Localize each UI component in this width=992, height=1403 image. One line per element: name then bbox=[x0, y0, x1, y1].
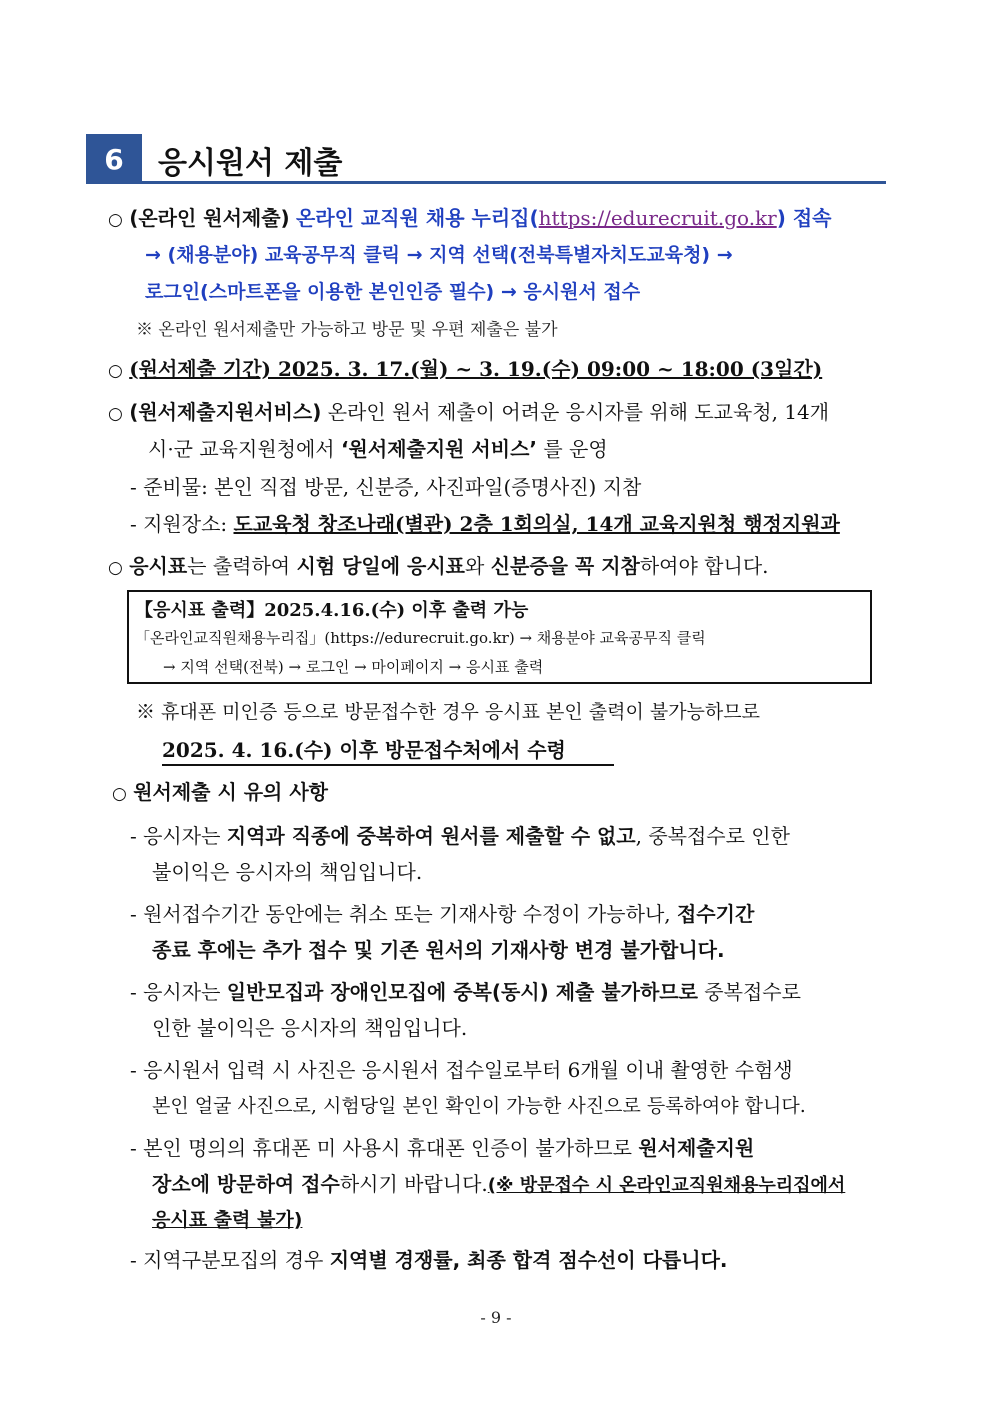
caution-3b: 일반모집과 장애인모집에 중복(동시) 제출 불가하므로 bbox=[226, 980, 698, 1004]
support-text-2c: 를 운영 bbox=[543, 437, 608, 461]
support-text-1: 온라인 원서 제출이 어려운 응시자를 위해 도교육청, 14개 bbox=[327, 400, 830, 424]
caution-5c: 장소에 방문하여 접수 bbox=[152, 1172, 340, 1196]
section-number: 6 bbox=[86, 134, 142, 184]
caution-6a: - 지역구분모집의 경우 bbox=[130, 1248, 330, 1272]
caution-4-line-1: - 응시원서 입력 시 사진은 응시원서 접수일로부터 6개월 이내 촬영한 수험생 bbox=[130, 1058, 793, 1082]
support-text-2a: 시·군 교육지원청에서 bbox=[148, 437, 341, 461]
print-box-line-2: 「온라인교직원채용누리집」(https://edurecruit.go.kr) → 채용분야 교육공무직 클릭 bbox=[135, 629, 706, 647]
caution-1b: 지역과 직종에 중복하여 원서를 제출할 수 없고 bbox=[226, 824, 636, 848]
bullet-circle: ○ bbox=[108, 558, 123, 578]
ticket-t5: 신분증을 꼭 지참 bbox=[490, 554, 640, 578]
caution-2b: 접수기간 bbox=[676, 902, 755, 926]
period-text: (원서제출 기간) 2025. 3. 17.(월) ~ 3. 19.(수) 09:00 ~ 18:00 (3일간) bbox=[129, 357, 823, 381]
caution-1c: , 중복접수로 인한 bbox=[635, 824, 790, 848]
caution-2-line-2: 종료 후에는 추가 접수 및 기존 원서의 기재사항 변경 불가합니다. bbox=[152, 938, 725, 962]
caution-2a: - 원서접수기간 동안에는 취소 또는 기재사항 수정이 가능하나, bbox=[130, 902, 677, 926]
print-box-title: 【응시표 출력】2025.4.16.(수) 이후 출력 가능 bbox=[135, 600, 529, 621]
page-number: - 9 - bbox=[480, 1308, 512, 1327]
bullet-circle: ○ bbox=[108, 404, 123, 424]
visit-note-underline bbox=[162, 764, 614, 766]
ticket-t4: 와 bbox=[465, 554, 491, 578]
caution-1-line-2: 불이익은 응시자의 책임입니다. bbox=[152, 860, 423, 884]
caution-5a: - 본인 명의의 휴대폰 미 사용시 휴대폰 인증이 불가하므로 bbox=[130, 1136, 639, 1160]
print-box-line-3: → 지역 선택(전북) → 로그인 → 마이페이지 → 응시표 출력 bbox=[163, 658, 544, 676]
online-label: (온라인 원서제출) bbox=[129, 206, 290, 230]
caution-3-line-1 bbox=[130, 978, 801, 1006]
online-note: ※ 온라인 원서제출만 가능하고 방문 및 우편 제출은 불가 bbox=[136, 320, 558, 340]
ticket-line bbox=[108, 552, 769, 582]
section-header bbox=[86, 134, 886, 184]
caution-5-line-3: 응시표 출력 불가) bbox=[152, 1209, 303, 1231]
section-title: 응시원서 제출 bbox=[158, 146, 343, 181]
caution-2-line-1 bbox=[130, 900, 754, 928]
ticket-t6: 하여야 합니다. bbox=[639, 554, 769, 578]
visit-note-line-2: 2025. 4. 16.(수) 이후 방문접수처에서 수령 bbox=[162, 738, 566, 762]
edurecruit-link[interactable]: https://edurecruit.go.kr bbox=[538, 206, 777, 230]
caution-3-line-2: 인한 불이익은 응시자의 책임입니다. bbox=[152, 1016, 468, 1040]
bullet-circle: ○ bbox=[112, 784, 127, 804]
caution-6b: 지역별 경쟁률, 최종 합격 점수선이 다릅니다. bbox=[329, 1248, 728, 1272]
caution-6-line bbox=[130, 1246, 728, 1274]
caution-5-line-1 bbox=[130, 1134, 754, 1162]
caution-3a: - 응시자는 bbox=[130, 980, 227, 1004]
online-text-1: 온라인 교직원 채용 누리집( bbox=[296, 206, 539, 230]
caution-1a: - 응시자는 bbox=[130, 824, 227, 848]
bullet-circle: ○ bbox=[108, 361, 123, 381]
cautions-title: 원서제출 시 유의 사항 bbox=[133, 780, 328, 804]
ticket-t3: 시험 당일에 응시표 bbox=[296, 554, 465, 578]
ticket-t2: 는 출력하여 bbox=[187, 554, 297, 578]
caution-5-line-2 bbox=[152, 1170, 845, 1200]
support-place-label: - 지원장소: bbox=[130, 512, 234, 536]
cautions-heading bbox=[112, 778, 328, 808]
support-line-1 bbox=[108, 398, 829, 428]
support-prep: - 준비물: 본인 직접 방문, 신분증, 사진파일(증명사진) 지참 bbox=[130, 475, 642, 499]
support-service-name: ‘원서제출지원 서비스’ bbox=[340, 437, 537, 461]
online-line-1 bbox=[108, 204, 831, 234]
bullet-circle: ○ bbox=[108, 210, 123, 230]
caution-5e: (※ 방문접수 시 온라인교직원채용누리집에서 bbox=[487, 1175, 846, 1196]
support-label: (원서제출지원서비스) bbox=[129, 400, 322, 424]
caution-5d: 하시기 바랍니다. bbox=[339, 1172, 488, 1196]
period-line bbox=[108, 355, 822, 385]
caution-4-line-2: 본인 얼굴 사진으로, 시험당일 본인 확인이 가능한 사진으로 등록하여야 합니다. bbox=[152, 1095, 806, 1117]
online-line-3: 로그인(스마트폰을 이용한 본인인증 필수) → 응시원서 접수 bbox=[145, 281, 641, 303]
ticket-t1: 응시표 bbox=[129, 554, 188, 578]
support-line-2 bbox=[148, 435, 608, 463]
support-place-line bbox=[130, 510, 840, 538]
caution-5b: 원서제출지원 bbox=[638, 1136, 755, 1160]
support-place-value: 도교육청 창조나래(별관) 2층 1회의실, 14개 교육지원청 행정지원과 bbox=[233, 512, 840, 536]
visit-note-line-1: ※ 휴대폰 미인증 등으로 방문접수한 경우 응시표 본인 출력이 불가능하므로 bbox=[136, 701, 760, 723]
ticket-print-box bbox=[127, 590, 872, 684]
online-text-2: ) 접속 bbox=[776, 206, 832, 230]
online-line-2: → (채용분야) 교육공무직 클릭 → 지역 선택(전북특별자치도교육청) → bbox=[145, 244, 733, 266]
section-underline bbox=[142, 181, 886, 184]
caution-3c: 중복접수로 bbox=[697, 980, 801, 1004]
caution-1-line-1 bbox=[130, 822, 790, 850]
